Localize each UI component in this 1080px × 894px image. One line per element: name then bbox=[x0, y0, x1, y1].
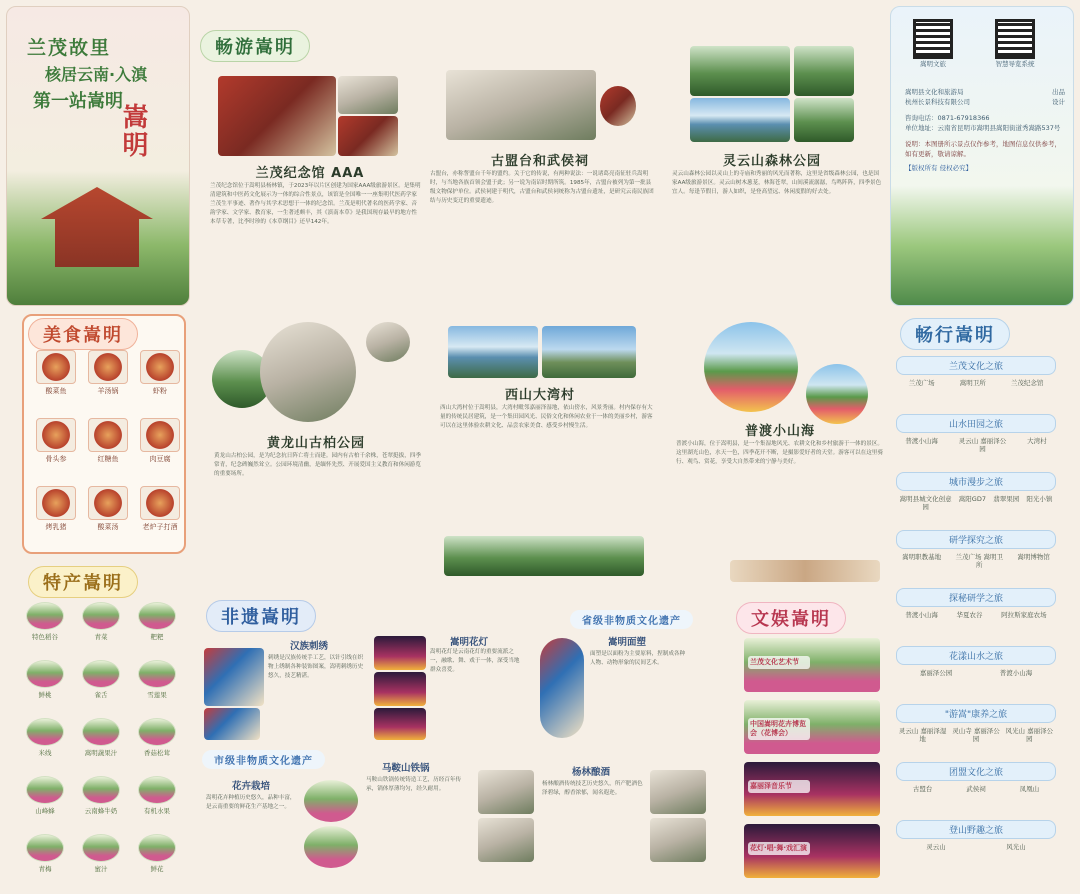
special-photo bbox=[138, 776, 176, 804]
special-item bbox=[134, 776, 180, 815]
special-item bbox=[22, 776, 68, 815]
food-item bbox=[138, 418, 182, 464]
heritage-title-embroidery: 汉族刺绣 bbox=[290, 641, 329, 652]
special-photo bbox=[138, 834, 176, 862]
heritage-photo-huadeng bbox=[374, 636, 426, 670]
place-photo-huanglong-3 bbox=[366, 322, 410, 362]
route-stop: 普渡小山海 bbox=[905, 611, 938, 619]
address: 单位地址：云南省昆明市嵩明县嵩阳街道秀嵩路537号 bbox=[905, 124, 1061, 132]
food-photo bbox=[36, 350, 76, 384]
route-stop: 风光山 嘉丽泽公园 bbox=[1005, 727, 1054, 743]
route-stop: 灵云山 嘉丽泽公园 bbox=[958, 437, 1007, 453]
heritage-photo-flower bbox=[304, 780, 358, 822]
special-item bbox=[22, 660, 68, 699]
special-item bbox=[78, 660, 124, 699]
food-item bbox=[86, 418, 130, 464]
city-heritage-banner: 市级非物质文化遗产 bbox=[202, 750, 325, 769]
place-text-gumengtai: 古盟台，亦称誓盟台千年的盟约。关于它的传说，有两种说法：一说诸葛亮南征驻兵嵩明时，与当地各族首领会盟于此；另一说为南诏时期所筑。1985年，古盟台被列为第一批县级文物保护单位。武侯祠建于明代，古盟台和武侯祠统称为古盟台遗址，是研究云南民族团结与历史变迁的重要遗迹。 bbox=[430, 171, 654, 204]
route-stop: 灵山寺 嘉丽泽公园 bbox=[952, 727, 1000, 743]
route-stops bbox=[896, 553, 1056, 569]
heritage-text-flower: 嵩明花卉种植历史悠久，品种丰富，是云南重要的鲜花生产基地之一。 bbox=[206, 795, 296, 810]
route-title: 城市漫步之旅 bbox=[896, 472, 1056, 491]
food-photo bbox=[36, 486, 76, 520]
special-item bbox=[134, 660, 180, 699]
route-stop: 嘉丽泽公园 bbox=[919, 669, 953, 677]
route-title: 登山野趣之旅 bbox=[896, 820, 1056, 839]
special-label: 嵩明蔬果汁 bbox=[84, 749, 118, 757]
special-photo bbox=[82, 776, 120, 804]
place-text-lanmao: 兰茂纪念馆位于嵩明县杨林镇，于2023年以片区创建为国家AAA级旅游景区。是集明清建筑和中医药文化展示为一体的综合性景点，该馆是全国唯一一座集明代医药学家兰茂生平事迹、著作与其学术思想于一体的纪念馆。兰茂是明代著名的医药学家、音韵学家、文学家、教育家，一生著述颇丰，其《滇南本草》是我国现存最早的地方性本草专著，比李时珍的《本草纲目》还早142年。 bbox=[210, 183, 421, 225]
food-photo bbox=[140, 418, 180, 452]
heritage-photo-wine-2 bbox=[650, 818, 706, 862]
special-photo bbox=[26, 776, 64, 804]
note-text: 说明：本图册所示景点仅作参考，地图信息仅供参考，如有更新，敬请谅解。 bbox=[905, 140, 1061, 158]
copyright-text: 【版权所有 侵权必究】 bbox=[905, 164, 973, 172]
special-item bbox=[22, 602, 68, 641]
heritage-title-flower: 花卉栽培 bbox=[232, 781, 271, 792]
route-item[interactable] bbox=[896, 472, 1056, 511]
special-label: 有机水果 bbox=[144, 807, 170, 815]
heritage-text-wine: 杨林酿酒传统技艺历史悠久，所产肥酒色泽碧绿，醇香浓郁，闻名遐迩。 bbox=[542, 781, 643, 796]
phone-label: 咨询电话： bbox=[905, 114, 938, 122]
special-item bbox=[134, 718, 180, 757]
route-stop: 武侯祠 bbox=[966, 785, 986, 793]
place-title-lanmao: 兰茂纪念馆 AAA bbox=[255, 166, 365, 181]
special-photo bbox=[138, 660, 176, 688]
heritage-photo-ironpot bbox=[478, 770, 534, 814]
pagoda-illustration bbox=[27, 187, 167, 267]
special-label: 雀舌 bbox=[94, 691, 108, 699]
route-item[interactable] bbox=[896, 414, 1056, 453]
qr-block-2 bbox=[995, 19, 1035, 69]
special-photo bbox=[82, 834, 120, 862]
route-title: 探秘研学之旅 bbox=[896, 588, 1056, 607]
special-section-title: 特产嵩明 bbox=[28, 566, 138, 598]
route-stop: 华夏农谷 bbox=[956, 611, 983, 619]
route-stops bbox=[896, 379, 1056, 387]
heritage-title-huadeng: 嵩明花灯 bbox=[450, 637, 489, 648]
cover-title bbox=[27, 33, 177, 113]
heritage-text-huadeng: 嵩明花灯是云南花灯的重要流派之一，融歌、舞、戏于一体，深受当地群众喜爱。 bbox=[430, 649, 520, 673]
cover-panel bbox=[6, 6, 190, 306]
special-label: 青梅 bbox=[38, 865, 52, 873]
special-label: 特色稻谷 bbox=[32, 633, 58, 641]
place-photo-huanglong-2 bbox=[260, 322, 356, 422]
food-panel bbox=[22, 314, 186, 554]
heritage-title-ironpot: 马鞍山铁锅 bbox=[382, 763, 430, 774]
place-photo-xiaoshanhai-1 bbox=[704, 322, 798, 412]
heritage-text-ironpot: 马鞍山铁锅传统铸造工艺，历经百年传承，锅体厚薄均匀，经久耐用。 bbox=[366, 777, 462, 792]
special-label: 鲜花 bbox=[150, 865, 164, 873]
heritage-photo-miansu bbox=[540, 638, 584, 738]
food-item bbox=[138, 486, 182, 532]
special-photo bbox=[138, 718, 176, 746]
ent-label: 花灯·唱·舞·戏汇演 bbox=[748, 842, 810, 855]
route-item[interactable] bbox=[896, 820, 1056, 851]
route-title: 研学探究之旅 bbox=[896, 530, 1056, 549]
heritage-photo-flower-2 bbox=[304, 826, 358, 868]
heritage-text-embroidery: 刺绣是汉族传统手工艺，以针引线在织物上绣制各种装饰图案，嵩明刺绣历史悠久，技艺精湛。 bbox=[268, 655, 364, 679]
ent-label: 中国嵩明花卉博览会（花博会） bbox=[748, 718, 810, 740]
info-panel bbox=[890, 6, 1074, 306]
route-stop: 古盟台 bbox=[912, 785, 933, 793]
route-item[interactable] bbox=[896, 588, 1056, 619]
route-stops bbox=[896, 785, 1056, 793]
special-photo bbox=[138, 602, 176, 630]
route-stop: 凤凰山 bbox=[1019, 785, 1040, 793]
qr-label-2: 智慧导览系统 bbox=[995, 60, 1035, 68]
special-item bbox=[78, 602, 124, 641]
food-item bbox=[86, 486, 130, 532]
special-label: 青菜 bbox=[94, 633, 108, 641]
qr-label-1: 嵩明文旅 bbox=[920, 60, 946, 68]
place-text-dawan: 西山大湾村位于嵩明县，大湾村毗邻嘉丽泽湿地，依山傍水，风景秀丽。村内保存有大量的传统民居建筑，是一个集田园风光、民俗文化和休闲农业于一体的美丽乡村，游客可以在这里体验农耕文化、品尝农家美食、感受乡村慢生活。 bbox=[440, 405, 653, 429]
food-label: 烤乳猪 bbox=[45, 523, 67, 531]
route-title: 团盟文化之旅 bbox=[896, 762, 1056, 781]
route-stop: 兰茂广场 bbox=[908, 379, 935, 387]
special-photo bbox=[26, 660, 64, 688]
route-stop: 大湾村 bbox=[1027, 437, 1047, 445]
special-item bbox=[78, 718, 124, 757]
food-label: 红糖鱼 bbox=[97, 455, 119, 463]
place-photo-gumengtai-2 bbox=[600, 86, 636, 126]
route-stop: 翡翠果园 bbox=[993, 495, 1020, 503]
designer-role: 设计 bbox=[1052, 98, 1065, 106]
publisher-info bbox=[905, 87, 1065, 173]
special-photo bbox=[82, 718, 120, 746]
heritage-photo-embroidery-2 bbox=[204, 708, 260, 740]
cover-title-line3: 第一站嵩明 bbox=[33, 91, 123, 112]
special-photo bbox=[26, 834, 64, 862]
route-stops bbox=[896, 495, 1056, 511]
place-title-gumengtai: 古盟台和武侯祠 bbox=[490, 154, 589, 169]
publisher-name: 嵩明县文化和旅游局 bbox=[905, 88, 964, 96]
food-item bbox=[34, 418, 78, 464]
route-stop: 灵云山 嘉丽泽湿地 bbox=[898, 727, 947, 743]
ent-label: 嘉丽泽音乐节 bbox=[748, 780, 810, 793]
route-item[interactable] bbox=[896, 356, 1056, 387]
special-photo bbox=[26, 718, 64, 746]
special-item bbox=[22, 834, 68, 873]
special-photo bbox=[82, 660, 120, 688]
special-label: 鲜桃 bbox=[38, 691, 52, 699]
phone-number: 0871-67918366 bbox=[937, 114, 990, 122]
route-stop: 普渡小山海 bbox=[999, 669, 1033, 677]
food-item bbox=[138, 350, 182, 396]
route-title: 山水田园之旅 bbox=[896, 414, 1056, 433]
place-photo-lingyun-4 bbox=[794, 98, 854, 142]
qr-code-1[interactable] bbox=[913, 19, 953, 59]
food-photo bbox=[88, 418, 128, 452]
route-stop: 嵩明职教基地 bbox=[902, 553, 942, 561]
food-label: 肉豆腐 bbox=[149, 455, 171, 463]
place-title-huanglong: 黄龙山古柏公园 bbox=[266, 436, 365, 451]
place-text-lingyun: 灵云山森林公园以灵山上的寺庙和秀丽的风光而著称，这里是省级森林公园，也是国家AA级旅游景区。灵云山树木葱茏，林海苍翠，山间溪流潺潺，鸟鸣阵阵，四季景色宜人。每逢节假日，游人如织，是登高望远、休闲度假的好去处。 bbox=[672, 171, 882, 195]
special-label: 粑粑 bbox=[150, 633, 164, 641]
route-stop: 阳光小镇 bbox=[1026, 495, 1053, 503]
heritage-text-miansu: 面塑是以面粉为主要原料，捏制成各种人物、动物形象的民间艺术。 bbox=[590, 651, 686, 666]
deco-landscape bbox=[730, 560, 880, 582]
place-photo-lanmao-2 bbox=[338, 76, 398, 114]
place-text-xiaoshanhai: 普渡小山海，位于嵩明县，是一个集湿地风光、农耕文化和乡村旅游于一体的景区。这里湖光山色，水天一色，四季花开不断，是摄影爱好者的天堂。游客可以在这里骑行、观鸟、赏花，享受大自然带来的宁静与美好。 bbox=[676, 441, 883, 465]
heritage-title-miansu: 嵩明面塑 bbox=[608, 637, 647, 648]
publisher-role: 出品 bbox=[1052, 88, 1065, 96]
special-label: 山峰蜂 bbox=[35, 807, 55, 815]
route-stop: 灵云山 bbox=[926, 843, 946, 851]
travel-section-title: 畅行嵩明 bbox=[900, 318, 1010, 350]
food-photo bbox=[36, 418, 76, 452]
route-stops bbox=[896, 437, 1056, 453]
route-item[interactable] bbox=[896, 646, 1056, 677]
special-item bbox=[134, 834, 180, 873]
route-stop: 风光山 bbox=[1006, 843, 1026, 851]
route-stop: 阿拉斯家庭农场 bbox=[1001, 611, 1047, 619]
cover-title-line1: 兰茂故里 bbox=[27, 37, 112, 59]
route-item[interactable] bbox=[896, 704, 1056, 743]
qr-code-2[interactable] bbox=[995, 19, 1035, 59]
place-photo-dawan-3 bbox=[444, 536, 644, 576]
food-item bbox=[86, 350, 130, 396]
special-item bbox=[78, 776, 124, 815]
special-items bbox=[14, 596, 194, 890]
heritage-section-title: 非遗嵩明 bbox=[206, 600, 316, 632]
cover-seal: 嵩明 bbox=[118, 103, 148, 159]
place-photo-lingyun-1 bbox=[690, 46, 790, 96]
tour-section-title: 畅游嵩明 bbox=[200, 30, 310, 62]
route-stops bbox=[896, 727, 1056, 743]
special-label: 香菇松茸 bbox=[144, 749, 170, 757]
place-photo-dawan-2 bbox=[542, 326, 636, 378]
route-stop: 普渡小山海 bbox=[905, 437, 938, 445]
route-stop: 兰茂纪念馆 bbox=[1010, 379, 1044, 387]
route-stop: 兰茂广场 嵩明卫所 bbox=[955, 553, 1004, 569]
special-item bbox=[78, 834, 124, 873]
place-title-lingyun: 灵云山森林公园 bbox=[722, 154, 821, 169]
food-photo bbox=[88, 486, 128, 520]
qr-block-1 bbox=[913, 19, 953, 69]
place-photo-gumengtai-1 bbox=[446, 70, 596, 140]
designer-name: 杭州长景科技有限公司 bbox=[905, 98, 970, 106]
food-photo bbox=[140, 486, 180, 520]
food-photo bbox=[140, 350, 180, 384]
special-label: 米线 bbox=[38, 749, 52, 757]
province-heritage-banner: 省级非物质文化遗产 bbox=[570, 610, 693, 629]
food-label: 羊汤锅 bbox=[97, 387, 119, 395]
special-label: 雪莲果 bbox=[147, 691, 167, 699]
place-photo-lingyun-3 bbox=[690, 98, 790, 142]
special-item bbox=[22, 718, 68, 757]
route-title: 兰茂文化之旅 bbox=[896, 356, 1056, 375]
special-photo bbox=[26, 602, 64, 630]
place-photo-xiaoshanhai-2 bbox=[806, 364, 868, 424]
food-photo bbox=[88, 350, 128, 384]
ent-section-title: 文娱嵩明 bbox=[736, 602, 846, 634]
special-item bbox=[134, 602, 180, 641]
food-label: 酸菜汤 bbox=[97, 523, 119, 531]
route-stops bbox=[896, 843, 1056, 851]
place-photo-lanmao-3 bbox=[338, 116, 398, 156]
route-stop: 嵩明博物馆 bbox=[1017, 553, 1050, 561]
cover-title-line2: 核居云南·入滇 bbox=[45, 65, 148, 84]
food-item bbox=[34, 350, 78, 396]
route-title: "游嵩"康养之旅 bbox=[896, 704, 1056, 723]
food-item bbox=[34, 486, 78, 532]
route-item[interactable] bbox=[896, 762, 1056, 793]
place-photo-lingyun-2 bbox=[794, 46, 854, 96]
place-title-dawan: 西山大湾村 bbox=[504, 388, 575, 403]
heritage-title-wine: 杨林酿酒 bbox=[572, 767, 611, 778]
food-label: 酸菜鱼 bbox=[45, 387, 67, 395]
food-label: 老炉子打酒 bbox=[142, 523, 178, 531]
heritage-photo-huadeng-3 bbox=[374, 708, 426, 740]
route-stop: 嵩明卫所 bbox=[959, 379, 986, 387]
route-stop: 嵩阳GD7 bbox=[958, 495, 986, 503]
heritage-photo-ironpot-2 bbox=[478, 818, 534, 862]
special-label: 云南蜂牛奶 bbox=[84, 807, 118, 815]
food-label: 虾粉 bbox=[153, 387, 167, 395]
place-photo-lanmao-1 bbox=[218, 76, 336, 156]
route-title: 花漾山水之旅 bbox=[896, 646, 1056, 665]
route-stop: 嵩明县城文化创意园 bbox=[899, 495, 952, 511]
food-label: 骨头参 bbox=[45, 455, 67, 463]
heritage-photo-embroidery bbox=[204, 648, 264, 706]
special-photo bbox=[82, 602, 120, 630]
special-label: 蜜汁 bbox=[94, 865, 108, 873]
heritage-photo-wine bbox=[650, 770, 706, 814]
route-stops bbox=[896, 611, 1056, 619]
route-stops bbox=[896, 669, 1056, 677]
ent-label: 兰茂文化艺术节 bbox=[748, 656, 810, 669]
heritage-photo-huadeng-2 bbox=[374, 672, 426, 706]
place-photo-dawan-1 bbox=[448, 326, 538, 378]
route-item[interactable] bbox=[896, 530, 1056, 569]
food-section-title: 美食嵩明 bbox=[28, 318, 138, 350]
place-title-xiaoshanhai: 普渡小山海 bbox=[744, 424, 815, 439]
place-text-huanglong: 黄龙山古柏公园，是为纪念抗日阵亡将士而建。园内有古柏千余株，苍翠挺拔，四季常青，纪念碑巍然耸立。公园环境清幽，是缅怀先烈、开展爱国主义教育和休闲游览的重要场所。 bbox=[214, 453, 421, 477]
